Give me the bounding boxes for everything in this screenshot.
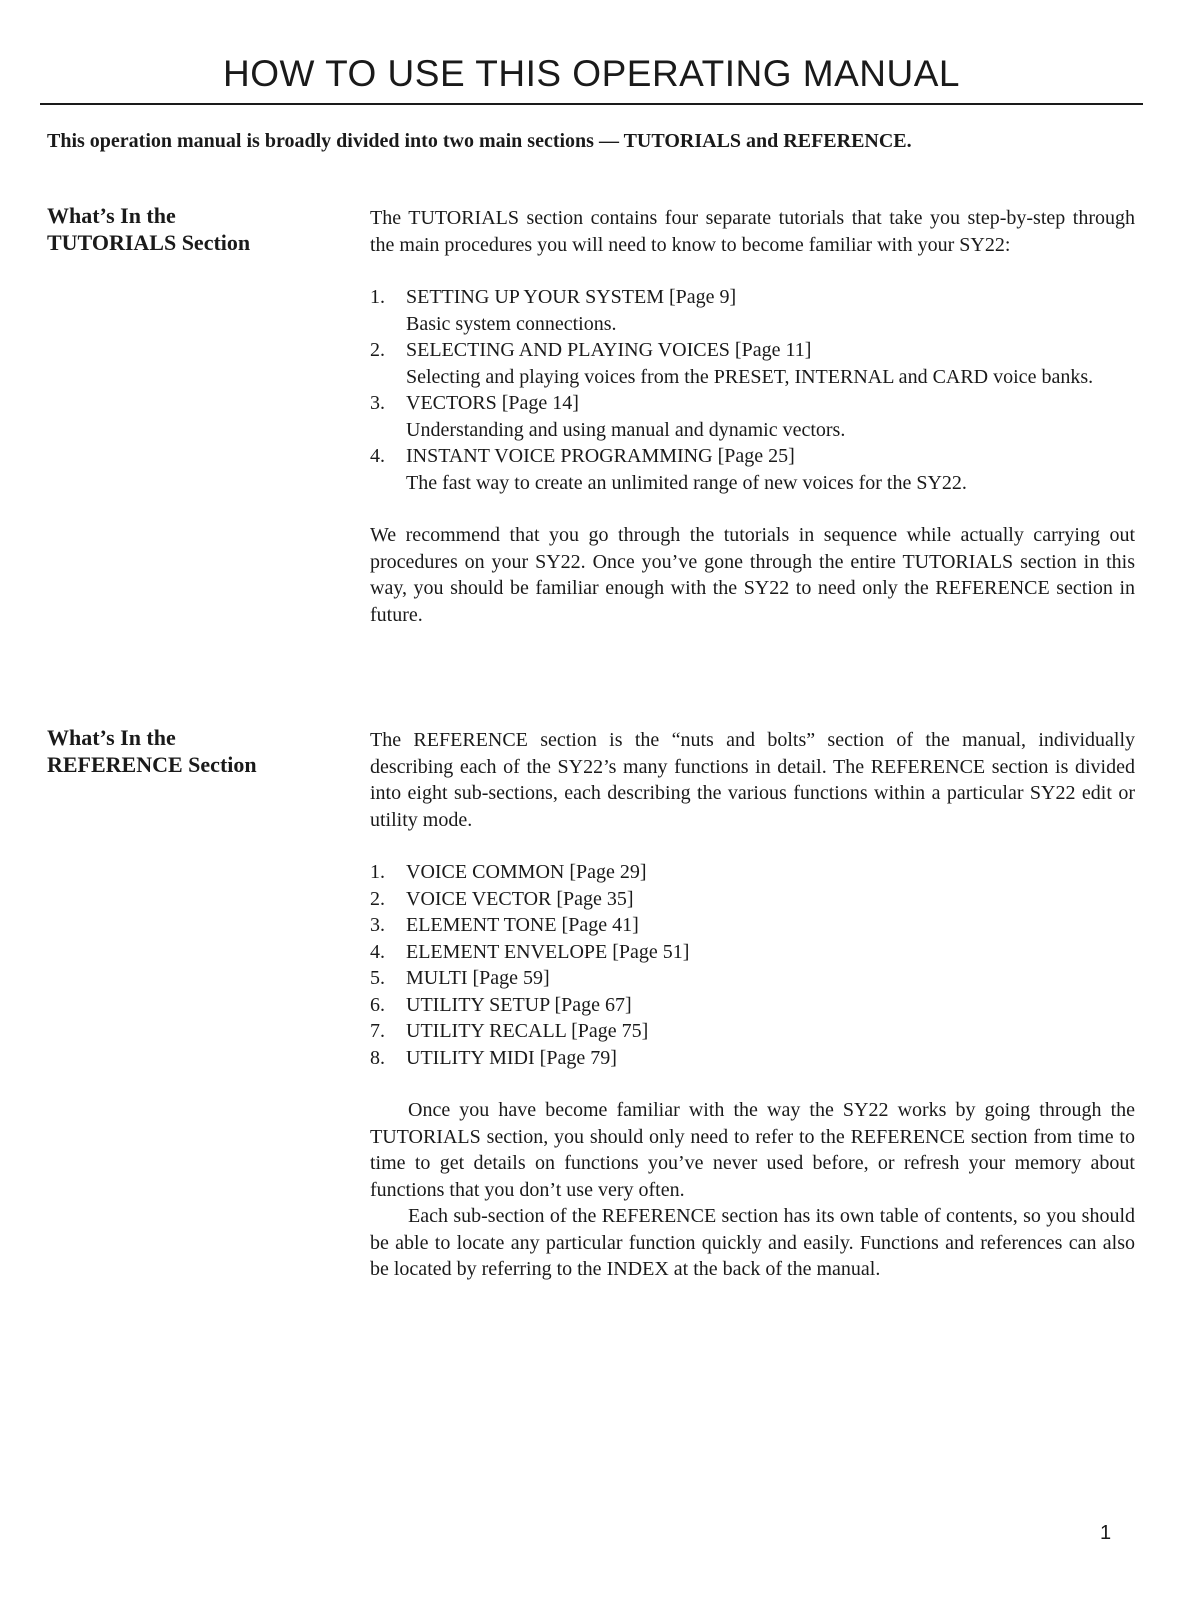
tutorials-heading-line1: What’s In the <box>47 203 176 228</box>
list-item-description: Understanding and using manual and dynamic vectors. <box>406 418 846 441</box>
list-item <box>370 390 1135 443</box>
list-item-title: VOICE VECTOR [Page 35] <box>406 887 634 910</box>
title-rule <box>40 103 1143 105</box>
page-title: HOW TO USE THIS OPERATING MANUAL <box>223 53 960 94</box>
list-item <box>370 965 1135 992</box>
list-item-title: SETTING UP YOUR SYSTEM [Page 9] <box>406 286 737 308</box>
reference-section <box>370 727 1135 1283</box>
list-item <box>370 443 1135 496</box>
reference-paragraph-3: Each sub-section of the REFERENCE section has its own table of contents, so you should be able to locate any particular function quickly and easily. Functions and references can also be located by referring to the INDEX at the back of the manual. <box>370 1205 1135 1280</box>
list-item-title: UTILITY SETUP [Page 67] <box>406 993 632 1016</box>
tutorials-paragraph-2: We recommend that you go through the tutorials in sequence while actually carrying out procedures on your SY22. Once you’ve gone through the entire TUTORIALS section in this way, you should be familiar enough with the SY22 to need only the REFERENCE section in future. <box>370 524 1135 626</box>
tutorials-list <box>370 284 1135 496</box>
list-item-number: 1. <box>370 861 385 883</box>
tutorials-heading <box>47 202 250 256</box>
list-item-title: SELECTING AND PLAYING VOICES [Page 11] <box>406 339 812 361</box>
list-item-number: 2. <box>370 887 385 910</box>
tutorials-section <box>370 205 1135 628</box>
list-item-title: ELEMENT ENVELOPE [Page 51] <box>406 940 690 963</box>
list-item-number: 4. <box>370 940 385 963</box>
reference-list <box>370 859 1135 1071</box>
tutorials-paragraph-1: The TUTORIALS section contains four separate tutorials that take you step-by-step through the main procedures you will need to know to become familiar with your SY22: <box>370 207 1135 256</box>
list-item-title: ELEMENT TONE [Page 41] <box>406 914 639 936</box>
list-item-title: VECTORS [Page 14] <box>406 392 579 414</box>
list-item-number: 2. <box>370 339 385 361</box>
list-item <box>370 912 1135 939</box>
list-item-number: 5. <box>370 967 385 989</box>
list-item-title: UTILITY MIDI [Page 79] <box>406 1046 617 1069</box>
list-item-number: 6. <box>370 993 385 1016</box>
reference-paragraph-2: Once you have become familiar with the way the SY22 works by going through the TUTORIALS section, you should only need to refer to the REFERENCE section from time to time to get details on functions you’ve never used before, or refresh your memory about functions that you don’t use very often. <box>370 1099 1135 1201</box>
reference-heading-line2: REFERENCE Section <box>47 752 257 777</box>
reference-heading <box>47 724 257 778</box>
list-item-number: 8. <box>370 1046 385 1069</box>
list-item-description: The fast way to create an unlimited range of new voices for the SY22. <box>406 471 967 494</box>
list-item-number: 7. <box>370 1020 385 1042</box>
tutorials-heading-line2: TUTORIALS Section <box>47 230 251 255</box>
list-item-title: INSTANT VOICE PROGRAMMING [Page 25] <box>406 445 795 467</box>
list-item <box>370 1018 1135 1045</box>
list-item-title: UTILITY RECALL [Page 75] <box>406 1020 649 1042</box>
list-item <box>370 1045 1135 1072</box>
list-item-title: VOICE COMMON [Page 29] <box>406 861 647 883</box>
list-item <box>370 886 1135 913</box>
list-item-number: 4. <box>370 445 385 467</box>
list-item <box>370 939 1135 966</box>
reference-paragraph-1: The REFERENCE section is the “nuts and bolts” section of the manual, individually describing each of the SY22’s many functions in detail. The REFERENCE section is divided into eight sub-sections, each describing the various functions within a particular SY22 edit or utility mode. <box>370 729 1135 831</box>
reference-heading-line1: What’s In the <box>47 725 176 750</box>
list-item <box>370 284 1135 337</box>
list-item-number: 1. <box>370 286 385 308</box>
list-item <box>370 992 1135 1019</box>
list-item-description: Selecting and playing voices from the PRESET, INTERNAL and CARD voice banks. <box>406 365 1094 388</box>
list-item-number: 3. <box>370 392 385 414</box>
list-item <box>370 859 1135 886</box>
page-number: 1 <box>1100 1522 1112 1544</box>
list-item-title: MULTI [Page 59] <box>406 967 550 989</box>
list-item-description: Basic system connections. <box>406 312 617 335</box>
list-item <box>370 337 1135 390</box>
list-item-number: 3. <box>370 914 385 936</box>
intro-text: This operation manual is broadly divided into two main sections — TUTORIALS and REFERENCE. <box>47 130 912 152</box>
